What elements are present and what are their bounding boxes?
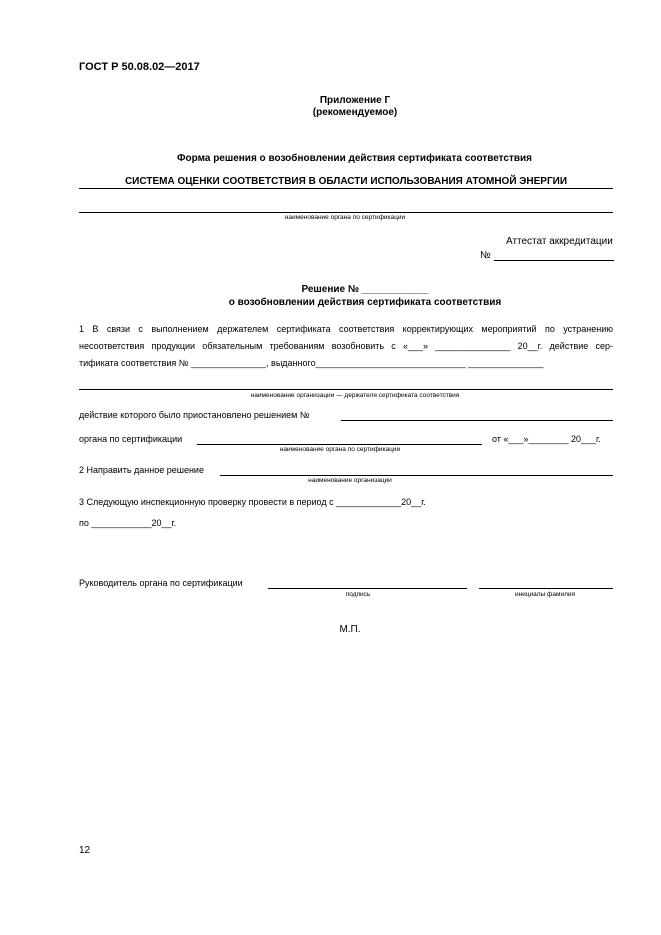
signatory-label: Руководитель органа по сертификации (79, 578, 243, 588)
item1-line1: 1 В связи с выполнением держателем сертификата соответствия корректирующих мероприятий по устранению (79, 324, 613, 334)
item3-line1: 3 Следующую инспекционную проверку провести в период с _____________20__г. (79, 497, 426, 507)
item3-line2: по ____________20__г. (79, 518, 177, 528)
decision-subtitle: о возобновлении действия сертификата соответствия (228, 297, 502, 308)
cert-body-row-date: от «___»________ 20___г. (492, 434, 601, 444)
accreditation-label: Аттестат аккредитации (506, 236, 613, 247)
stamp-placeholder: М.П. (339, 624, 361, 635)
suspended-text: действие которого было приостановлено решением № (79, 410, 310, 420)
signature-caption: подпись (345, 591, 371, 598)
item1-line2: несоответствия продукции обязательным требованиям возобновить с «___» _______________ 20__г. действие сер- (79, 341, 613, 351)
appendix-title: Приложение Г (319, 95, 391, 106)
accreditation-number-line (494, 260, 614, 261)
appendix-subtitle: (рекомендуемое) (312, 107, 398, 118)
cert-body-row-line (197, 444, 482, 445)
cert-body-caption2: наименование органа по сертификации (279, 446, 401, 453)
cert-body-line (79, 212, 613, 213)
item1-line3: тификата соответствия № _______________, выданного______________________________ _______________ (79, 358, 544, 368)
cert-body-caption: наименование органа по сертификации (284, 214, 406, 221)
decision-title: Решение № ____________ (301, 284, 429, 295)
organization-caption: наименование организации (308, 477, 392, 484)
item2-label: 2 Направить данное решение (79, 465, 204, 475)
signature-line (268, 588, 467, 589)
item2-line (220, 475, 613, 476)
holder-caption: наименование организации — держателя сертификата соответствия (250, 392, 460, 399)
standard-code: ГОСТ Р 50.08.02—2017 (79, 61, 200, 73)
accreditation-number-label: № (480, 250, 491, 261)
initials-caption: инициалы фамилия (514, 591, 576, 598)
cert-body-row-label: органа по сертификации (79, 434, 183, 444)
system-underline (79, 188, 613, 189)
form-title: Форма решения о возобновлении действия сертификата соответствия (176, 153, 533, 164)
page-number: 12 (79, 845, 91, 856)
holder-line (79, 389, 613, 390)
suspended-line (341, 420, 613, 421)
system-name: СИСТЕМА ОЦЕНКИ СООТВЕТСТВИЯ В ОБЛАСТИ ИСПОЛЬЗОВАНИЯ АТОМНОЙ ЭНЕРГИИ (124, 176, 568, 187)
initials-line (479, 588, 613, 589)
